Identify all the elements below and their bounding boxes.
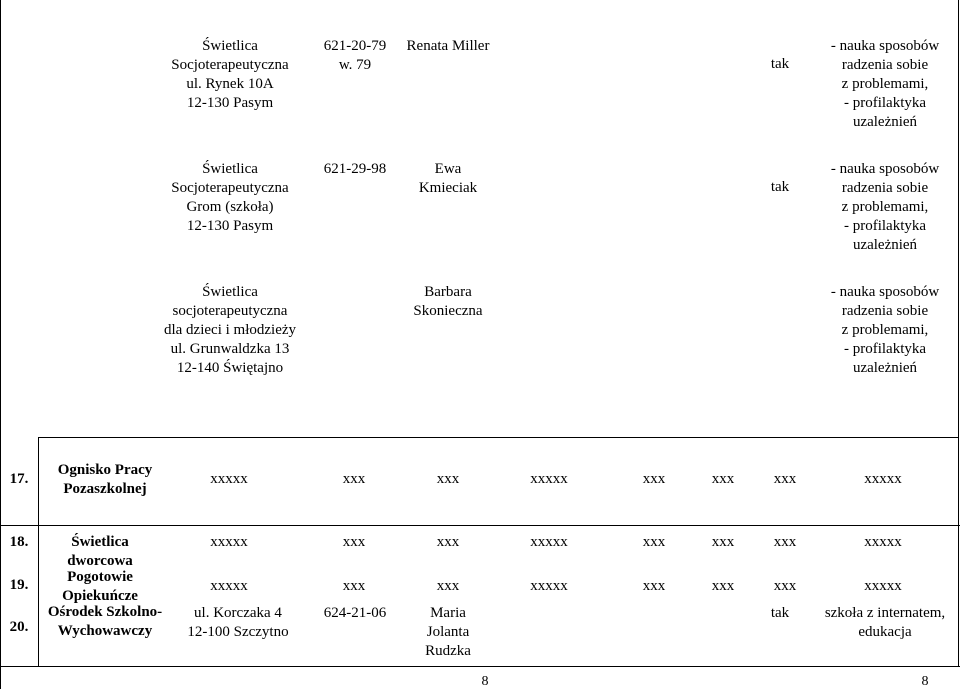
row-number: 19.: [9, 577, 29, 593]
activity-scope: - nauka sposobów radzenia sobie z problemami, - profilaktyka uzależnień: [830, 284, 940, 376]
placeholder-cell: xxxxx: [530, 471, 568, 487]
activity-scope: - nauka sposobów radzenia sobie z problemami, - profilaktyka uzależnień: [830, 161, 940, 253]
placeholder-cell: xxxxx: [530, 578, 568, 594]
activity-scope: szkoła z internatem, edukacja: [824, 605, 946, 640]
placeholder-cell: xxx: [711, 471, 735, 487]
contact-person: Ewa Kmieciak: [418, 161, 478, 196]
placeholder-cell: xxxxx: [864, 578, 902, 594]
phone: 621-20-79 w. 79: [323, 38, 387, 73]
institution-name: Świetlica Socjoterapeutyczna Grom (szkoła) 12-130 Pasym: [171, 161, 289, 234]
address: ul. Korczaka 4 12-100 Szczytno: [187, 605, 289, 640]
placeholder-cell: xxxxx: [210, 578, 248, 594]
table-rule: [0, 666, 960, 667]
flag: tak: [770, 179, 790, 195]
institution-name: Pogotowie Opiekuńcze: [62, 569, 138, 604]
placeholder-cell: xxx: [436, 578, 460, 594]
placeholder-cell: xxx: [436, 471, 460, 487]
placeholder-cell: xxxxx: [864, 471, 902, 487]
placeholder-cell: xxx: [342, 578, 366, 594]
contact-person: Maria Jolanta Rudzka: [425, 605, 471, 659]
placeholder-cell: xxx: [342, 534, 366, 550]
placeholder-cell: xxxxx: [530, 534, 568, 550]
footer-cell-left: 8: [481, 674, 489, 689]
placeholder-cell: xxx: [642, 471, 666, 487]
table-rule: [0, 525, 960, 526]
placeholder-cell: xxx: [436, 534, 460, 550]
row-number: 18.: [9, 534, 29, 550]
footer-cell-right: 8: [921, 674, 929, 689]
contact-person: Barbara Skonieczna: [413, 284, 483, 319]
placeholder-cell: xxx: [773, 578, 797, 594]
institution-name: Ośrodek Szkolno- Wychowawczy: [47, 604, 163, 639]
phone: 624-21-06: [323, 605, 387, 621]
placeholder-cells: [0, 470, 960, 489]
activity-scope: - nauka sposobów radzenia sobie z problemami, - profilaktyka uzależnień: [830, 38, 940, 130]
institution-name: Ognisko Pracy Pozaszkolnej: [57, 462, 153, 497]
placeholder-cell: xxxxx: [210, 471, 248, 487]
placeholder-cell: xxx: [342, 471, 366, 487]
flag: tak: [770, 605, 790, 621]
flag: tak: [770, 56, 790, 72]
row-number: 17.: [9, 471, 29, 487]
placeholder-cell: xxx: [773, 534, 797, 550]
placeholder-cells: [0, 577, 960, 596]
institution-name: Świetlica Socjoterapeutyczna ul. Rynek 10A 12-130 Pasym: [171, 38, 289, 111]
phone: 621-29-98: [323, 161, 387, 177]
placeholder-cell: xxx: [642, 578, 666, 594]
placeholder-cell: xxxxx: [864, 534, 902, 550]
placeholder-cell: xxx: [711, 534, 735, 550]
table-rule: [39, 437, 959, 438]
placeholder-cell: xxx: [773, 471, 797, 487]
placeholder-cell: xxx: [711, 578, 735, 594]
contact-person: Renata Miller: [406, 38, 490, 54]
institution-name: Świetlica dworcowa: [67, 534, 133, 569]
row-number: 20.: [9, 619, 29, 635]
placeholder-cell: xxx: [642, 534, 666, 550]
placeholder-cells: [0, 533, 960, 552]
placeholder-cell: xxxxx: [210, 534, 248, 550]
institution-name: Świetlica socjoterapeutyczna dla dzieci i młodzieży ul. Grunwaldzka 13 12-140 Świętajno: [163, 284, 297, 376]
